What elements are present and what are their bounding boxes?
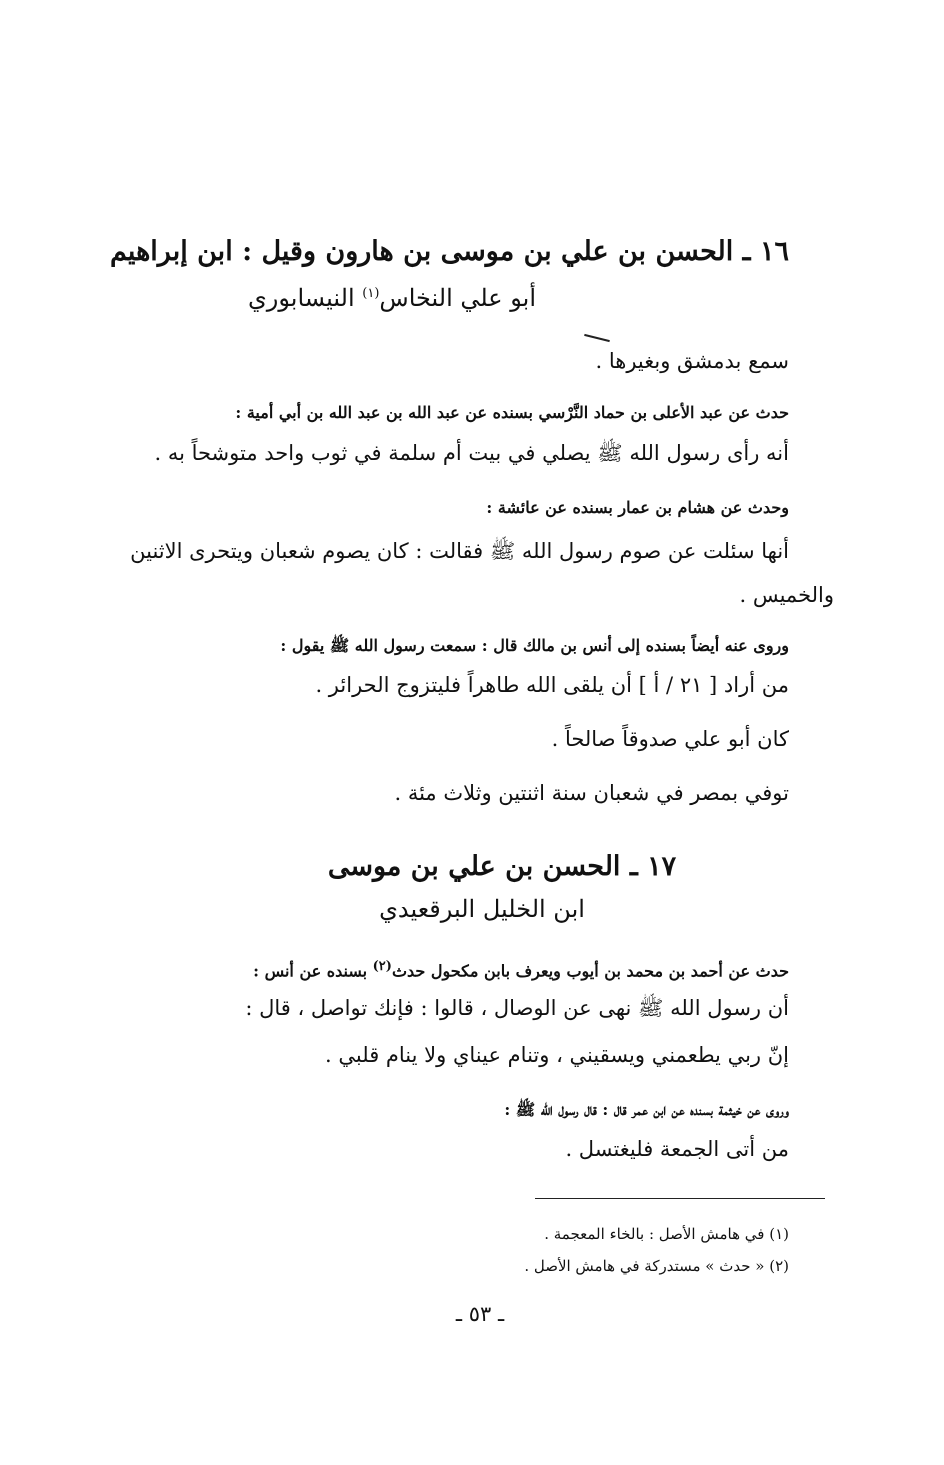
- entry-17-subtitle: ابن الخليل البرقعيدي: [379, 895, 585, 923]
- entry-17-hadith-1-cont: إنّ ربي يطعمني ويسقيني ، وتنام عيناي ولا ينام قلبي .: [325, 1043, 789, 1067]
- entry-16-hadith-3: من أراد [ ٢١ / أ ] أن يلقى الله طاهراً فليتزوج الحرائر .: [315, 673, 789, 697]
- entry-17-heading: ١٧ ـ الحسن بن علي بن موسى: [327, 851, 677, 882]
- entry-17-isnad-1-text: حدث عن أحمد بن محمد بن أيوب ويعرف بابن مكحول حدث: [391, 961, 789, 981]
- entry-16-hadith-2: أنها سئلت عن صوم رسول الله ﷺ فقالت : كان يصوم شعبان ويتحرى الاثنين: [130, 539, 789, 563]
- entry-16-remark: كان أبو علي صدوقاً صالحاً .: [551, 727, 789, 751]
- entry-16-hadith-1: أنه رأى رسول الله ﷺ يصلي في بيت أم سلمة في ثوب واحد متوشحاً به .: [154, 441, 789, 465]
- pen-stroke-mark: [584, 334, 610, 342]
- entry-16-subtitle-name: أبو علي النخاس: [379, 284, 537, 312]
- footnote-1: (١) في هامش الأصل : بالخاء المعجمة .: [544, 1225, 789, 1243]
- entry-16-isnad-3: وروى عنه أيضاً بسنده إلى أنس بن مالك قال : سمعت رسول الله ﷺ يقول :: [280, 636, 789, 655]
- entry-16-subtitle-nisba: النيسابوري: [247, 284, 363, 312]
- footnote-2: (٢) « حدث » مستدركة في هامش الأصل .: [524, 1257, 789, 1275]
- entry-16-line-1: سمع بدمشق وبغيرها .: [595, 349, 789, 373]
- entry-16-heading: ١٦ ـ الحسن بن علي بن موسى بن هارون وقيل : ابن إبراهيم: [109, 236, 789, 267]
- entry-16-death: توفي بمصر في شعبان سنة اثنتين وثلاث مئة .: [394, 781, 789, 805]
- entry-17-hadith-2: من أتى الجمعة فليغتسل .: [565, 1137, 789, 1161]
- footnote-divider: [535, 1198, 825, 1199]
- entry-16-isnad-2: وحدث عن هشام بن عمار بسنده عن عائشة :: [486, 498, 789, 517]
- entry-17-isnad-1: [253, 959, 789, 980]
- entry-17-isnad-2: وروى عن خيثمة بسنده عن ابن عمر قال : قال رسول الله ﷺ :: [504, 1100, 789, 1119]
- entry-16-hadith-2-cont: والخميس .: [739, 583, 834, 607]
- entry-16-isnad-1: حدث عن عبد الأعلى بن حماد النَّرْسي بسنده عن عبد الله بن عبد الله بن أبي أمية :: [235, 403, 789, 422]
- entry-17-hadith-1: أن رسول الله ﷺ نهى عن الوصال ، قالوا : فإنك تواصل ، قال :: [245, 996, 789, 1020]
- footnote-ref-1[interactable]: (١): [362, 286, 380, 301]
- page-number: ـ ٥٣ ـ: [455, 1302, 505, 1326]
- footnote-ref-2[interactable]: (٢): [372, 959, 392, 974]
- entry-16-subtitle: [0, 284, 864, 312]
- entry-17-isnad-1-tail: بسنده عن أنس :: [253, 961, 373, 981]
